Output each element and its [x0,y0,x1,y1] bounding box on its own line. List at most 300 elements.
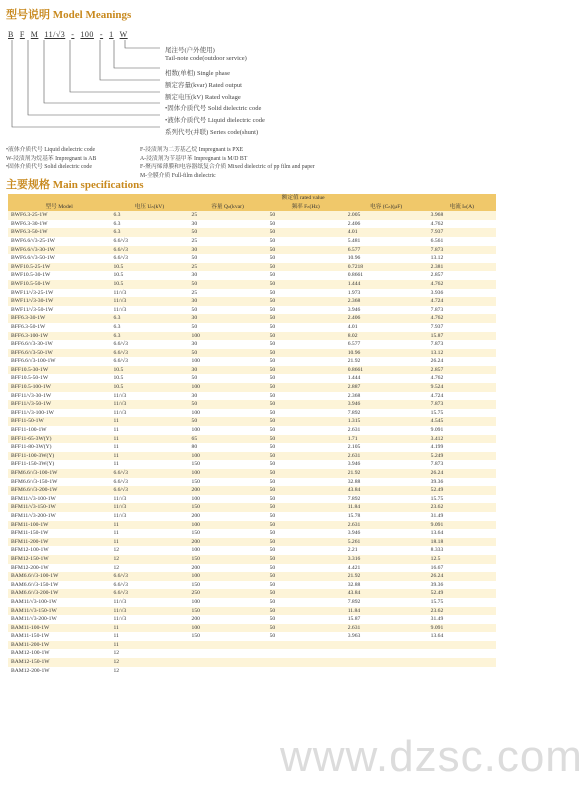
table-cell: 6.6/√3 [110,254,188,263]
table-cell: 2.887 [345,383,428,392]
table-cell: 6.561 [428,237,496,246]
table-cell: 32.88 [345,478,428,487]
table-cell: 6.3 [110,332,188,341]
table-cell: 50 [267,529,345,538]
table-cell: BFM12-100-1W [8,546,110,555]
table-cell: 2.368 [345,297,428,306]
table-cell: BFF10.5-30-1W [8,366,110,375]
table-cell: 50 [189,306,267,315]
table-cell: 100 [189,624,267,633]
table-cell: 150 [189,478,267,487]
column-header: 电压 Uₙ(kV) [110,203,188,212]
table-cell: 3.963 [345,632,428,641]
table-cell: 13.12 [428,254,496,263]
table-cell: 2.857 [428,271,496,280]
table-cell [345,649,428,658]
table-cell: 6.3 [110,211,188,220]
table-cell [189,667,267,676]
table-cell: 6.6/√3 [110,572,188,581]
table-cell: 2.631 [345,452,428,461]
table-cell [189,641,267,650]
table-cell: BWF11/√3-25-1W [8,289,110,298]
table-cell: 25 [189,263,267,272]
main-specifications-title: 主要规格 Main specifications [6,179,144,191]
table-cell: BFF11/√3-50-1W [8,400,110,409]
table-cell: 6.6/√3 [110,349,188,358]
table-cell: BFM12-200-1W [8,564,110,573]
table-cell: 4.724 [428,297,496,306]
table-cell: 11/√3 [110,607,188,616]
table-row [8,366,496,375]
table-cell [267,649,345,658]
table-cell: 6.6/√3 [110,340,188,349]
table-cell: 50 [267,495,345,504]
code-tree-label: •固体介质代号 Solid dielectric code [165,105,262,112]
table-cell: 6.6/√3 [110,237,188,246]
table-cell: 50 [267,443,345,452]
table-cell: 6.577 [345,246,428,255]
table-cell: 11/√3 [110,392,188,401]
table-cell: 1.973 [345,289,428,298]
table-cell [189,649,267,658]
table-cell: 100 [189,426,267,435]
table-row [8,263,496,272]
table-cell: 6.6/√3 [110,581,188,590]
table-cell: 2.105 [345,443,428,452]
table-cell: BFF11-100-1W [8,426,110,435]
table-cell: BWF6.6/√3-30-1W [8,246,110,255]
table-row [8,357,496,366]
table-cell: 11 [110,521,188,530]
table-cell: 100 [189,383,267,392]
table-cell: 200 [189,564,267,573]
table-row [8,598,496,607]
table-cell: 5.261 [345,538,428,547]
table-cell: 50 [267,211,345,220]
table-cell: 12 [110,658,188,667]
table-cell: 3.412 [428,435,496,444]
table-cell: 80 [189,443,267,452]
table-cell: BAM11/√3-150-1W [8,607,110,616]
table-cell: BWF6.3-30-1W [8,220,110,229]
table-row [8,564,496,573]
column-header: 型号 Model [8,203,110,212]
table-cell: 2.406 [345,220,428,229]
table-cell: 50 [267,572,345,581]
note-line: •固体介质代号 Solid dielectric code [6,164,92,170]
table-cell: 31.49 [428,512,496,521]
table-cell: 200 [189,486,267,495]
table-cell: 11 [110,624,188,633]
table-cell: 52.49 [428,486,496,495]
table-cell: 10.5 [110,383,188,392]
table-cell: 10.5 [110,366,188,375]
code-tree-label: Tail-note code(outdoor service) [165,55,247,62]
table-cell: 50 [267,555,345,564]
column-header: 电容 (Cₙ)(μF) [345,203,428,212]
table-row [8,417,496,426]
table-cell [345,641,428,650]
table-cell: 50 [267,271,345,280]
table-cell: 4.762 [428,220,496,229]
table-cell: 8.333 [428,546,496,555]
table-cell: 1.444 [345,374,428,383]
table-row [8,546,496,555]
note-line: F-浸渍剂为二芳基乙烷 Impregnant is PXE [140,147,244,153]
code-tree-label: 系列代号(并联) Series code(shunt) [165,129,259,136]
table-cell: BWF11/√3-30-1W [8,297,110,306]
table-cell: BFF11-50-1W [8,417,110,426]
table-row [8,211,496,220]
table-cell: 7.873 [428,306,496,315]
code-part: B [8,30,14,39]
table-row [8,521,496,530]
table-cell [267,641,345,650]
table-cell: 50 [267,254,345,263]
table-cell [345,658,428,667]
table-cell: 0.8661 [345,271,428,280]
table-row [8,400,496,409]
table-cell: 50 [267,452,345,461]
code-tree-line [100,40,160,80]
table-cell: 50 [189,280,267,289]
code-tree-line [114,40,160,68]
table-cell: 1.71 [345,435,428,444]
table-cell: 50 [267,237,345,246]
table-cell: 50 [267,314,345,323]
table-row [8,409,496,418]
table-cell: 50 [267,374,345,383]
table-cell: 50 [267,615,345,624]
table-cell: 11/√3 [110,512,188,521]
table-cell: 11 [110,417,188,426]
table-cell [267,667,345,676]
table-cell [428,658,496,667]
table-cell: 50 [267,469,345,478]
table-row [8,271,496,280]
table-cell: 7.892 [345,495,428,504]
table-cell: BFM6.6/√3-200-1W [8,486,110,495]
table-row [8,572,496,581]
table-row [8,469,496,478]
table-cell: 50 [267,357,345,366]
table-cell: BFM11/√3-150-1W [8,503,110,512]
table-cell: 50 [267,280,345,289]
table-cell: 50 [267,306,345,315]
table-cell: 12 [110,546,188,555]
table-cell: 6.577 [345,340,428,349]
table-cell: 50 [267,349,345,358]
table-cell: 30 [189,392,267,401]
table-cell: 6.3 [110,228,188,237]
table-cell: 15.75 [428,598,496,607]
table-cell: 50 [267,546,345,555]
table-cell: BFF10.5-50-1W [8,374,110,383]
table-row [8,332,496,341]
table-cell: BAM12-100-1W [8,649,110,658]
table-cell: 200 [189,538,267,547]
table-row [8,667,496,676]
table-cell: BWF6.6/√3-50-1W [8,254,110,263]
table-row [8,486,496,495]
table-cell: 26.24 [428,357,496,366]
table-cell: 50 [267,366,345,375]
table-cell: 26.24 [428,469,496,478]
table-cell: BFM11-100-1W [8,521,110,530]
table-row [8,503,496,512]
table-cell: 4.762 [428,280,496,289]
table-cell: 100 [189,332,267,341]
table-cell: 4.01 [345,323,428,332]
table-cell: 4.421 [345,564,428,573]
table-cell: 7.892 [345,598,428,607]
table-cell: 11/√3 [110,503,188,512]
table-cell: 21.92 [345,469,428,478]
table-cell: 23.62 [428,503,496,512]
table-cell: 150 [189,581,267,590]
table-cell: BFF11/√3-30-1W [8,392,110,401]
spec-table [8,194,496,675]
table-cell: 150 [189,555,267,564]
table-cell: 11 [110,460,188,469]
table-cell: 50 [267,392,345,401]
table-cell: 0.7218 [345,263,428,272]
group-header: 额定值 rated value [110,194,496,203]
table-cell: BWF11/√3-50-1W [8,306,110,315]
table-cell: 50 [267,383,345,392]
table-cell: BFF11-150-3W(Y) [8,460,110,469]
table-cell: 2.005 [345,211,428,220]
table-cell: 50 [267,289,345,298]
table-row [8,607,496,616]
code-part: - [99,30,104,39]
table-cell: 10.5 [110,263,188,272]
table-cell: 150 [189,460,267,469]
table-cell: BAM11-100-1W [8,624,110,633]
table-row [8,632,496,641]
table-cell: BAM12-200-1W [8,667,110,676]
table-cell: 6.6/√3 [110,478,188,487]
table-cell: 2.381 [428,263,496,272]
table-cell: 12.5 [428,555,496,564]
table-cell: 39.36 [428,478,496,487]
table-cell: 11/√3 [110,598,188,607]
table-cell: 50 [267,581,345,590]
table-cell: 6.3 [110,220,188,229]
table-cell: BFF11-80-3W(Y) [8,443,110,452]
table-cell: 30 [189,220,267,229]
table-cell: 50 [267,263,345,272]
table-cell: 50 [189,349,267,358]
table-cell: 50 [267,589,345,598]
table-cell: 50 [267,512,345,521]
table-cell: 200 [189,615,267,624]
table-cell: 50 [189,374,267,383]
table-cell: 13.64 [428,529,496,538]
table-cell: BFF10.5-100-1W [8,383,110,392]
table-cell: 9.091 [428,426,496,435]
table-row [8,228,496,237]
table-cell: 50 [189,417,267,426]
table-cell: BFF6.6/√3-30-1W [8,340,110,349]
table-cell [428,641,496,650]
table-cell: BAM6.6/√3-200-1W [8,589,110,598]
table-cell: 15.78 [345,512,428,521]
table-cell: 6.3 [110,323,188,332]
table-cell: 11 [110,641,188,650]
table-cell: 12 [110,649,188,658]
table-cell: BFM12-150-1W [8,555,110,564]
table-row [8,641,496,650]
table-cell: 11 [110,538,188,547]
table-cell: 21.92 [345,357,428,366]
table-row [8,280,496,289]
table-cell: 9.091 [428,624,496,633]
code-tree-line [44,40,160,103]
table-cell: BFF6.6/√3-100-1W [8,357,110,366]
table-cell: 11 [110,529,188,538]
table-cell: BWF10.5-30-1W [8,271,110,280]
table-cell: BFF6.3-100-1W [8,332,110,341]
table-cell: BWF6.3-50-1W [8,228,110,237]
table-cell: 10.5 [110,271,188,280]
table-row [8,581,496,590]
table-row [8,589,496,598]
table-row [8,649,496,658]
table-cell: 50 [267,538,345,547]
table-cell: 250 [189,589,267,598]
table-cell: 11 [110,435,188,444]
table-row [8,443,496,452]
table-cell: 50 [267,417,345,426]
table-cell: 10.96 [345,349,428,358]
table-cell: 50 [267,228,345,237]
table-cell: 50 [267,220,345,229]
table-cell: 11/√3 [110,409,188,418]
table-cell: 10.96 [345,254,428,263]
table-cell: BWF6.3-25-1W [8,211,110,220]
table-row [8,306,496,315]
table-cell: BAM11/√3-200-1W [8,615,110,624]
table-row [8,426,496,435]
table-cell: 13.12 [428,349,496,358]
table-cell: 21.92 [345,572,428,581]
table-cell: 3.946 [345,400,428,409]
table-row [8,452,496,461]
table-cell: 6.6/√3 [110,469,188,478]
table-cell: 50 [267,426,345,435]
table-cell: 50 [189,323,267,332]
table-cell: BAM11-200-1W [8,641,110,650]
table-cell: 3.946 [345,529,428,538]
code-part: F [19,30,25,39]
table-cell: 6.6/√3 [110,357,188,366]
table-cell: 50 [267,564,345,573]
table-cell: 15.87 [428,332,496,341]
table-row [8,220,496,229]
table-cell: BFM6.6/√3-150-1W [8,478,110,487]
table-cell: 18.18 [428,538,496,547]
table-cell: 39.36 [428,581,496,590]
table-cell: BFF11-100-3W(Y) [8,452,110,461]
table-row [8,435,496,444]
table-cell [345,667,428,676]
table-row [8,237,496,246]
table-cell: 11/√3 [110,615,188,624]
table-cell: 50 [267,521,345,530]
table-cell: 100 [189,572,267,581]
code-part: 100 [80,30,94,39]
table-cell: 30 [189,366,267,375]
table-row [8,254,496,263]
code-part: 1 [109,30,114,39]
code-part: W [119,30,128,39]
table-cell: 4.545 [428,417,496,426]
table-cell: 1.315 [345,417,428,426]
table-cell: 50 [267,632,345,641]
table-row [8,340,496,349]
table-cell: 30 [189,340,267,349]
table-cell: 10.5 [110,280,188,289]
table-cell: BFF6.3-30-1W [8,314,110,323]
table-cell: 100 [189,469,267,478]
table-cell: BWF6.6/√3-25-1W [8,237,110,246]
table-cell: 100 [189,546,267,555]
table-cell: 12 [110,564,188,573]
table-cell: 50 [189,400,267,409]
table-cell: 100 [189,521,267,530]
table-cell: 11.84 [345,503,428,512]
table-cell: 3.968 [428,211,496,220]
table-cell: 50 [189,228,267,237]
table-cell: 50 [267,607,345,616]
code-tree-label: •液体介质代号 Liquid dielectric code [165,117,265,124]
table-row [8,374,496,383]
table-cell: 50 [267,332,345,341]
code-tree-line [12,40,160,127]
table-cell: 11/√3 [110,289,188,298]
note-line: •液体介质代号 Liquid dielectric code [6,147,96,153]
table-row [8,460,496,469]
note-line: A-浸渍剂为苄基甲苯 Impregnant is M/D BT [140,155,248,162]
table-cell: 11/√3 [110,400,188,409]
table-cell: 11/√3 [110,306,188,315]
column-header: 频率 Fₙ(Hz) [267,203,345,212]
table-cell: BAM11/√3-100-1W [8,598,110,607]
table-cell: 32.88 [345,581,428,590]
table-cell: 11 [110,452,188,461]
table-cell: 50 [267,297,345,306]
table-cell: 43.84 [345,589,428,598]
table-cell: 31.49 [428,615,496,624]
table-cell: 4.762 [428,374,496,383]
table-cell: 2.368 [345,392,428,401]
table-cell: BFF6.6/√3-50-1W [8,349,110,358]
table-cell: BFF11-65-3W(Y) [8,435,110,444]
table-cell: 7.873 [428,246,496,255]
table-cell: 4.762 [428,314,496,323]
table-cell: 8.02 [345,332,428,341]
table-cell: BFM11/√3-100-1W [8,495,110,504]
table-row [8,615,496,624]
table-cell: 50 [267,340,345,349]
table-cell: 16.67 [428,564,496,573]
table-cell: 100 [189,598,267,607]
table-row [8,495,496,504]
notes-right [140,146,315,180]
table-cell: BAM11-150-1W [8,632,110,641]
table-cell: 1.444 [345,280,428,289]
